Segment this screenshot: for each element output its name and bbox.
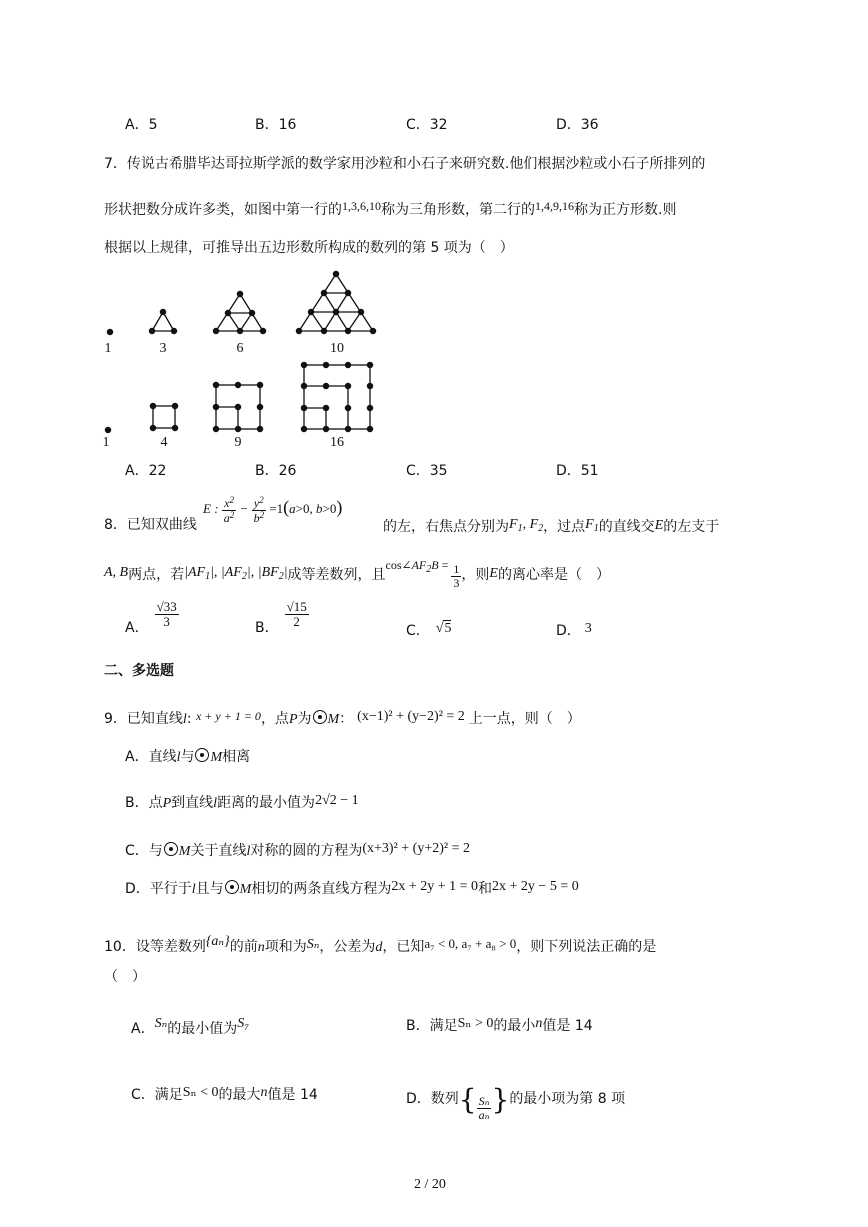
circle-dot-symbol <box>313 710 327 724</box>
q9-circle-equation: (x−1)² + (y−2)² = 2 <box>357 709 465 724</box>
sq-label-16: 16 <box>330 435 344 450</box>
q8-option-a: A． $\frac{√33}{3}$ <box>125 599 177 637</box>
q6-option-d: D．36 <box>556 117 599 133</box>
sq16-dots <box>301 362 372 431</box>
q8-line-2: A, B两点，若$|AF_1|$, $|AF_2|$, $|BF_2|$成等差数列，且$\cos\angle AF_2B$ = $\frac{1}{3}$ ，则E的离心率是（ ） <box>104 558 610 590</box>
q7-option-d: D．51 <box>556 463 599 479</box>
tri1-dot <box>107 329 112 334</box>
tri-label-1: 1 <box>104 341 112 356</box>
q8-option-b: B． $\frac{√15}{2}$ <box>255 599 307 637</box>
q9-option-c: C．与 M关于直线l对称的圆的方程为(x+3)² + (y+2)² = 2 <box>125 841 470 859</box>
tri3-figure <box>149 309 176 333</box>
sq4-dots <box>150 403 177 430</box>
tri-label-6: 6 <box>236 341 244 356</box>
q7-line-2: 形状把数分成许多类，如图中第一行的1,3,6,10称为三角形数，第二行的1,4,9,16称为正方形数.则 <box>104 199 677 218</box>
q7-sq-seq: 1,4,9,16 <box>535 199 574 213</box>
q10-option-c: C．满足Sₙ < 0的最大n值是 14 <box>131 1085 318 1103</box>
q7-option-c: C．35 <box>406 463 448 479</box>
tri6-figure <box>213 291 265 333</box>
q7-option-b: B．26 <box>255 463 297 479</box>
q7-line-1: 7．传说古希腊毕达哥拉斯学派的数学家用沙粒和小石子来研究数.他们根据沙粒或小石子所排列的 <box>104 156 706 172</box>
q8-option-c: C． √5 <box>406 621 452 639</box>
q10-option-b: B．满足Sₙ > 0的最小n值是 14 <box>406 1016 593 1034</box>
page-number: 2 / 20 <box>414 1177 446 1192</box>
sq1-dot <box>105 427 110 432</box>
circle-dot-symbol <box>195 748 209 762</box>
section-heading-multiple-choice: 二、多选题 <box>104 663 174 679</box>
sq-label-1: 1 <box>102 435 110 450</box>
sq-label-9: 9 <box>234 435 242 450</box>
q6-option-a: A．5 <box>125 117 158 133</box>
q9-line-equation: x + y + 1 = 0 <box>195 709 261 723</box>
figurate-numbers-figure <box>100 268 390 458</box>
q6-option-b: B．16 <box>255 117 297 133</box>
tri10-figure <box>296 271 375 333</box>
q10-paren: （ ） <box>104 969 146 985</box>
q9-option-b: B．点P到直线l距离的最小值为2√2 − 1 <box>125 793 359 811</box>
q10-stem: 10．设等差数列{aₙ}的前n项和为Sₙ，公差为d，已知a₇ < 0, a₇ + a₈ > 0，则下列说法正确的是 <box>104 934 657 955</box>
tri-label-3: 3 <box>159 341 167 356</box>
q7-line-3: 根据以上规律，可推导出五边形数所构成的数列的第 5 项为（ ） <box>104 240 514 256</box>
q8-line1-mid: 的左，右焦点分别为$F_1$, $F_2$，过点$F_1$的直线交E的左支于 <box>383 517 720 535</box>
q10-option-a: A．Sₙ的最小值为S₇ <box>131 1016 250 1037</box>
sq4-figure <box>153 406 175 428</box>
tri-label-10: 10 <box>330 341 344 356</box>
q8-option-d: D． 3 <box>556 621 592 639</box>
q9-option-a: A．直线l与 M相离 <box>125 749 251 765</box>
q9-stem: 9．已知直线l: x + y + 1 = 0，点P为 M： (x−1)² + (y−2)² = 2 上一点，则（ ） <box>104 709 581 727</box>
circle-dot-symbol <box>225 880 239 894</box>
sq16-figure <box>304 365 370 429</box>
q10-option-d: D．数列{ $\frac{\text{Sₙ}}{\text{aₙ}}$ }的最小项为第 8 项 <box>406 1083 626 1122</box>
q8-prefix: 8．已知双曲线 <box>104 517 197 533</box>
q6-option-c: C．32 <box>406 117 448 133</box>
q8-hyperbola-equation: E : $\frac{x^2}{a^2}$ − $\frac{y^2}{b^2}$ =1(a>0, b>0) <box>203 495 343 525</box>
q9-option-d: D．平行于l且与 M相切的两条直线方程为2x + 2y + 1 = 0和2x + 2y − 5 = 0 <box>125 879 579 897</box>
circle-dot-symbol <box>164 842 178 856</box>
sq-label-4: 4 <box>160 435 168 450</box>
q7-tri-seq: 1,3,6,10 <box>342 199 381 213</box>
q7-option-a: A．22 <box>125 463 167 479</box>
